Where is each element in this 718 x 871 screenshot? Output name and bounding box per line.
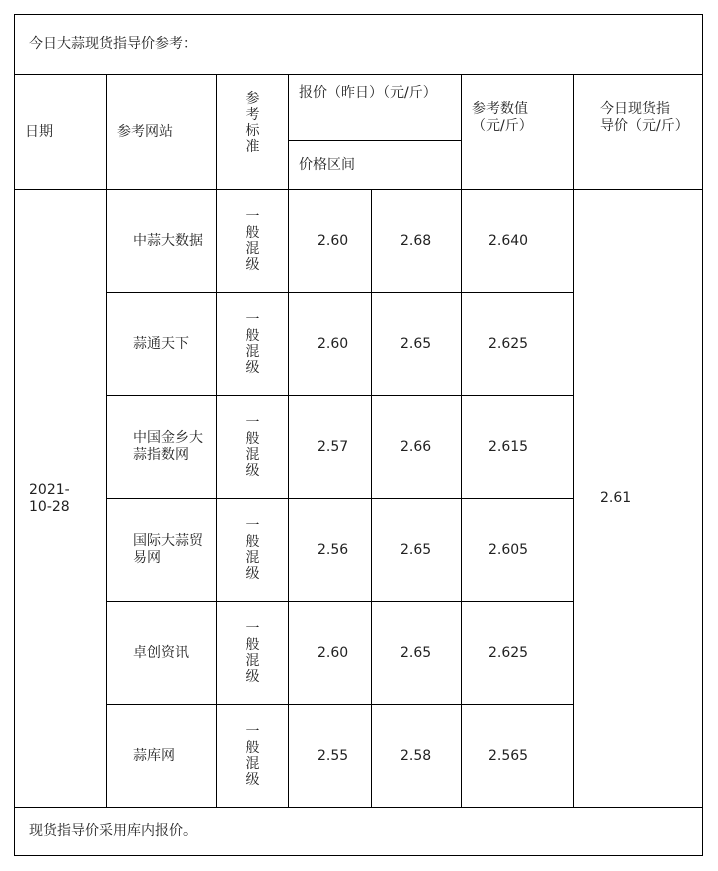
ref-value-cell: 2.625 [462,602,574,705]
standard-text: 一般混级 [245,723,260,788]
standard-text: 一般混级 [245,414,260,479]
standard-cell [217,293,289,396]
standard-text: 一般混级 [245,620,260,685]
site-cell: 蒜库网 [107,705,217,808]
table-row [15,190,703,293]
site-cell: 中蒜大数据 [107,190,217,293]
standard-cell [217,602,289,705]
low-price-cell: 2.56 [289,499,372,602]
low-price-cell: 2.55 [289,705,372,808]
title-row [15,15,703,75]
high-price-cell: 2.65 [372,293,462,396]
table-footer: 现货指导价采用库内报价。 [15,808,703,856]
ref-value-cell: 2.640 [462,190,574,293]
standard-text: 一般混级 [245,517,260,582]
header-today: 今日现货指导价（元/斤） [574,75,703,190]
low-price-cell: 2.57 [289,396,372,499]
footer-row [15,808,703,856]
low-price-cell: 2.60 [289,293,372,396]
high-price-cell: 2.65 [372,602,462,705]
site-cell: 国际大蒜贸易网 [107,499,217,602]
header-range: 价格区间 [289,141,462,190]
header-standard-text: 参考标准 [245,91,260,155]
header-site: 参考网站 [107,75,217,190]
table-title: 今日大蒜现货指导价参考： [15,15,703,75]
site-cell: 蒜通天下 [107,293,217,396]
site-cell: 卓创资讯 [107,602,217,705]
standard-cell [217,705,289,808]
high-price-cell: 2.68 [372,190,462,293]
header-quote: 报价（昨日）（元/斤） [289,75,462,141]
price-table [14,14,703,856]
standard-text: 一般混级 [245,311,260,376]
standard-cell [217,499,289,602]
standard-text: 一般混级 [245,208,260,273]
high-price-cell: 2.65 [372,499,462,602]
header-date: 日期 [15,75,107,190]
header-ref: 参考数值（元/斤） [462,75,574,190]
ref-value-cell: 2.605 [462,499,574,602]
today-price-cell: 2.61 [574,190,703,808]
standard-cell [217,396,289,499]
ref-value-cell: 2.615 [462,396,574,499]
price-table-container [14,14,702,856]
site-cell: 中国金乡大蒜指数网 [107,396,217,499]
low-price-cell: 2.60 [289,190,372,293]
high-price-cell: 2.58 [372,705,462,808]
high-price-cell: 2.66 [372,396,462,499]
ref-value-cell: 2.565 [462,705,574,808]
standard-cell [217,190,289,293]
ref-value-cell: 2.625 [462,293,574,396]
header-row [15,75,703,141]
date-cell: 2021-10-28 [15,190,107,808]
low-price-cell: 2.60 [289,602,372,705]
header-standard [217,75,289,190]
